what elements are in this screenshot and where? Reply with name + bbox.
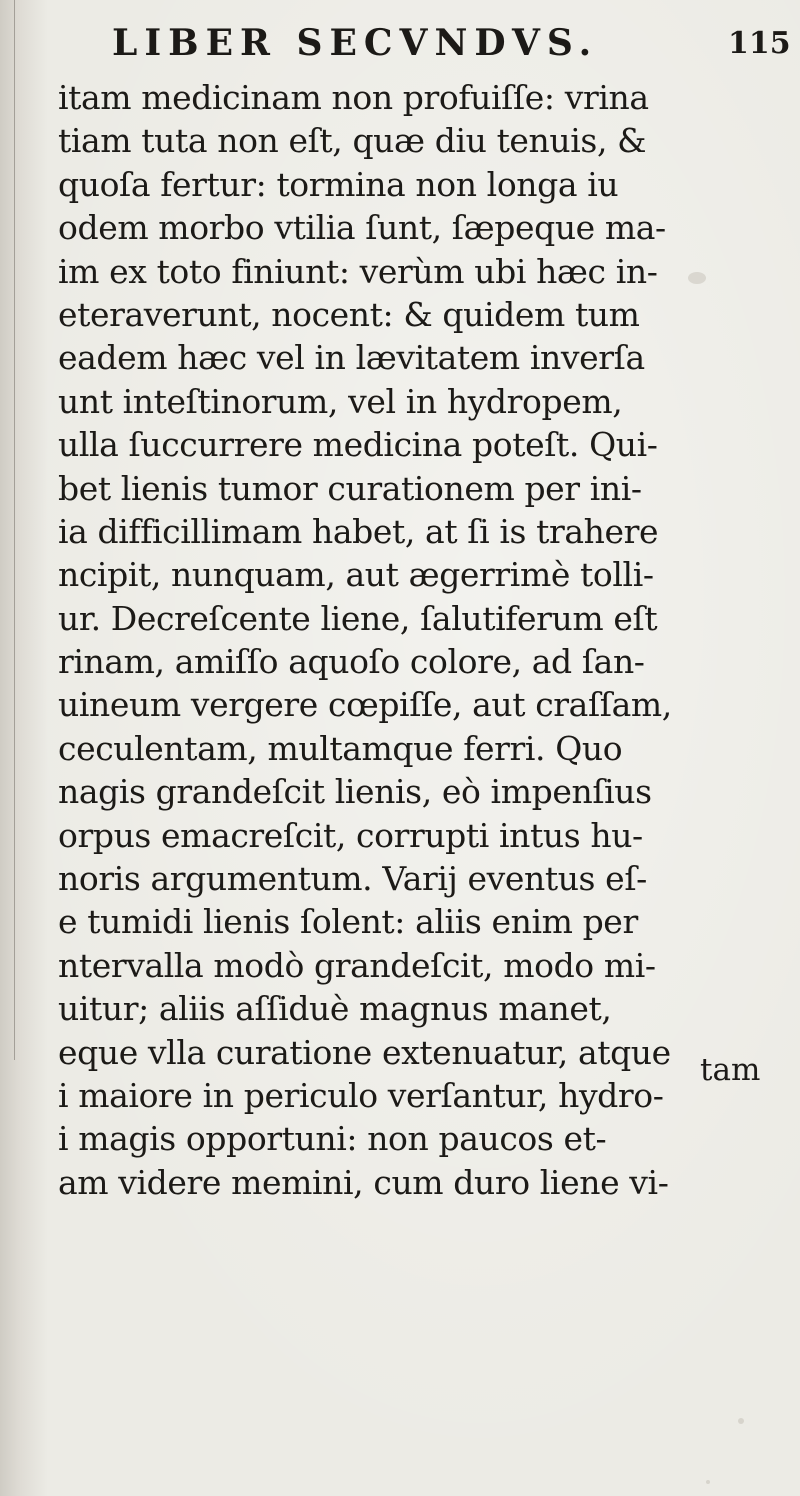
body-text — [58, 76, 778, 1204]
text-line: quoſa fertur: tormina non longa iu — [58, 164, 619, 204]
text-line: rinam, amiſſo aquoſo colore, ad ſan- — [58, 642, 645, 682]
text-line: odem morbo vtilia ſunt, ſæpeque ma- — [58, 208, 666, 248]
binding-gutter-shadow — [0, 0, 48, 1496]
catchword: tam — [700, 1052, 761, 1088]
text-line: ntervalla modò grandeſcit, modo mi- — [58, 945, 656, 985]
text-line: i maiore in periculo verſantur, hydro- — [58, 1075, 664, 1115]
text-line: ulla ſuccurrere medicina poteſt. Qui- — [58, 425, 658, 465]
text-line: unt inteſtinorum, vel in hydropem, — [58, 381, 623, 421]
text-line: ncipit, nunquam, aut ægerrimè tolli- — [58, 555, 654, 595]
text-line: uineum vergere cœpiſſe, aut craſſam, — [58, 685, 672, 725]
page-number: 115 — [728, 26, 791, 61]
text-line: nagis grandeſcit lienis, eò impenſius — [58, 772, 652, 812]
text-line: eteraverunt, nocent: & quidem tum — [58, 294, 640, 334]
text-line: i magis opportuni: non paucos et- — [58, 1119, 607, 1159]
running-head — [0, 22, 800, 74]
text-line: im ex toto finiunt: verùm ubi hæc in- — [58, 251, 658, 291]
ink-speck — [738, 1418, 744, 1424]
text-line: eadem hæc vel in lævitatem inverſa — [58, 338, 645, 378]
text-line: ur. Decreſcente liene, ſalutiferum eſt — [58, 598, 658, 638]
text-line: tiam tuta non eſt, quæ diu tenuis, & — [58, 121, 647, 161]
text-line: noris argumentum. Varij eventus eſ- — [58, 859, 647, 899]
text-line: e tumidi lienis ſolent: aliis enim per — [58, 902, 638, 942]
text-line: itam medicinam non profuiſſe: vrina — [58, 78, 649, 117]
running-title: LIBER SECVNDVS. — [112, 22, 599, 64]
text-line: am videre memini, cum duro liene vi- — [58, 1162, 669, 1202]
paper-blemish — [688, 272, 706, 284]
ink-speck — [706, 1480, 710, 1484]
text-line: orpus emacreſcit, corrupti intus hu- — [58, 815, 643, 855]
text-line: eque vlla curatione extenuatur, atque — [58, 1032, 671, 1072]
text-line: bet lienis tumor curationem per ini- — [58, 468, 642, 508]
text-line: ia difficillimam habet, at ſi is trahere — [58, 511, 659, 551]
page-edge-line — [14, 0, 15, 1060]
text-line: uitur; aliis aſſiduè magnus manet, — [58, 989, 612, 1029]
text-line: ceculentam, multamque ferri. Quo — [58, 728, 623, 768]
